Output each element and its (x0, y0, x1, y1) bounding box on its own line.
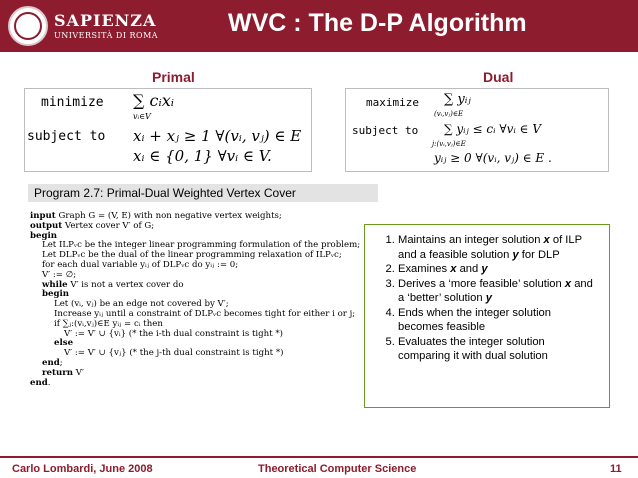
algorithm-keyword: input (30, 211, 56, 221)
primal-formula (24, 88, 312, 172)
algorithm-text: V′ (73, 367, 84, 378)
steps-box (364, 224, 610, 408)
footer-author: Carlo Lombardi, June 2008 (12, 463, 153, 475)
footer-page-number: 11 (610, 463, 622, 475)
algorithm-keyword: else (54, 338, 74, 349)
dual-label: Dual (483, 69, 514, 85)
algorithm-line (30, 369, 360, 379)
algorithm-keyword: output (30, 220, 63, 231)
step-text-part: of ILP and a feasible solution (398, 234, 582, 261)
algorithm-keyword: begin (42, 289, 69, 300)
dual-maximize: maximize (366, 96, 419, 109)
algorithm-text: Vertex cover V′ of G; (62, 220, 155, 231)
algorithm-line (30, 222, 360, 232)
dual-constraint-2: yᵢⱼ ≥ 0 ∀(vᵢ, vⱼ) ∈ E . (434, 151, 552, 165)
slide-header (0, 0, 638, 52)
dual-formula (345, 88, 609, 172)
step-item (398, 233, 599, 262)
university-logo (8, 6, 158, 46)
footer-divider (0, 456, 638, 458)
step-item (398, 306, 599, 335)
program-title: Program 2.7: Primal-Dual Weighted Vertex Cover (28, 184, 378, 202)
dual-objective: ∑ yᵢⱼ (444, 92, 471, 107)
algorithm-listing (30, 212, 360, 388)
algorithm-keyword: return (42, 367, 73, 378)
step-text-part: x (450, 263, 457, 275)
algorithm-keyword: begin (30, 230, 57, 241)
step-item (398, 335, 599, 364)
dual-constraint-1-sub: j:(vᵢ,vⱼ)∈E (432, 140, 466, 148)
algorithm-text: Increase yᵢⱼ until a constraint of DLPᵥc becomes tight for either i or j; (54, 308, 356, 319)
algorithm-keyword: end (30, 377, 48, 388)
step-text-part: y (481, 263, 488, 275)
step-text-part: Examines (398, 263, 451, 275)
primal-minimize: minimize (41, 95, 104, 110)
step-text-part: Maintains an integer solution (398, 234, 544, 246)
step-text-part: y (485, 292, 492, 304)
step-text-part: x (564, 277, 572, 290)
algorithm-text: Graph G = (V, E) with non negative vertex weights; (55, 211, 282, 221)
algorithm-text: if ∑ⱼ:(vᵢ,vⱼ)∈E yᵢⱼ = cᵢ then (54, 318, 163, 329)
seal-icon (8, 6, 48, 46)
algorithm-text: . (47, 377, 51, 388)
algorithm-text: Let ILPᵥc be the integer linear programming formulation of the problem; (42, 240, 361, 251)
algorithm-line (30, 379, 360, 389)
algorithm-text: Let (vᵢ, vⱼ) be an edge not covered by V′; (54, 299, 229, 310)
step-item (398, 277, 599, 306)
primal-objective: ∑ cᵢxᵢ (133, 91, 174, 110)
algorithm-line (30, 281, 360, 291)
algorithm-line (30, 349, 360, 359)
dual-subject-to: subject to (352, 124, 419, 137)
step-item (398, 262, 599, 277)
primal-constraint-1: xᵢ + xⱼ ≥ 1 ∀(vᵢ, vⱼ) ∈ E (133, 127, 302, 145)
step-text-part: Ends when the integer solution becomes feasible (398, 306, 551, 333)
step-text-part: and (456, 263, 482, 275)
footer-course: Theoretical Computer Science (258, 463, 417, 475)
steps-list (365, 225, 609, 364)
algorithm-text: for each dual variable yᵢⱼ of DLPᵥc do yᵢⱼ := 0; (42, 259, 239, 270)
logo-subtitle: UNIVERSITÀ DI ROMA (54, 30, 159, 40)
algorithm-keyword: while (42, 279, 68, 290)
step-text-part: Evaluates the integer solution comparing it with dual solution (398, 335, 548, 362)
algorithm-text: Let DLPᵥc be the dual of the linear programming relaxation of ILPᵥc; (42, 250, 342, 261)
algorithm-text: V′ := V′ ∪ {vᵢ} (* the i-th dual constraint is tight *) (64, 328, 284, 339)
dual-constraint-1: ∑ yᵢⱼ ≤ cᵢ ∀vᵢ ∈ V (444, 122, 541, 136)
primal-objective-sub: vᵢ∈V (133, 112, 151, 121)
step-text-part: for DLP (518, 248, 560, 261)
primal-constraint-2: xᵢ ∈ {0, 1} ∀vᵢ ∈ V. (133, 147, 272, 165)
algorithm-keyword: end (42, 357, 60, 368)
step-text-part: y (512, 248, 519, 261)
primal-label: Primal (152, 69, 195, 85)
algorithm-line (30, 261, 360, 271)
logo-name: SAPIENZA (54, 10, 157, 30)
slide-title: WVC : The D-P Algorithm (228, 9, 527, 37)
primal-subject-to: subject to (27, 129, 106, 144)
step-text-part: Derives a ‘more feasible’ solution (398, 277, 565, 290)
algorithm-text: ; (59, 357, 63, 368)
algorithm-text: V′ := ∅; (42, 269, 77, 280)
step-text-part: and a ‘better’ solution (398, 277, 593, 304)
algorithm-line (30, 330, 360, 340)
step-text-part: x (543, 234, 550, 246)
algorithm-text: V′ := V′ ∪ {vⱼ} (* the j-th dual constraint is tight *) (64, 348, 284, 359)
dual-objective-sub: (vᵢ,vⱼ)∈E (434, 110, 464, 118)
algorithm-text: V′ is not a vertex cover do (67, 279, 184, 290)
